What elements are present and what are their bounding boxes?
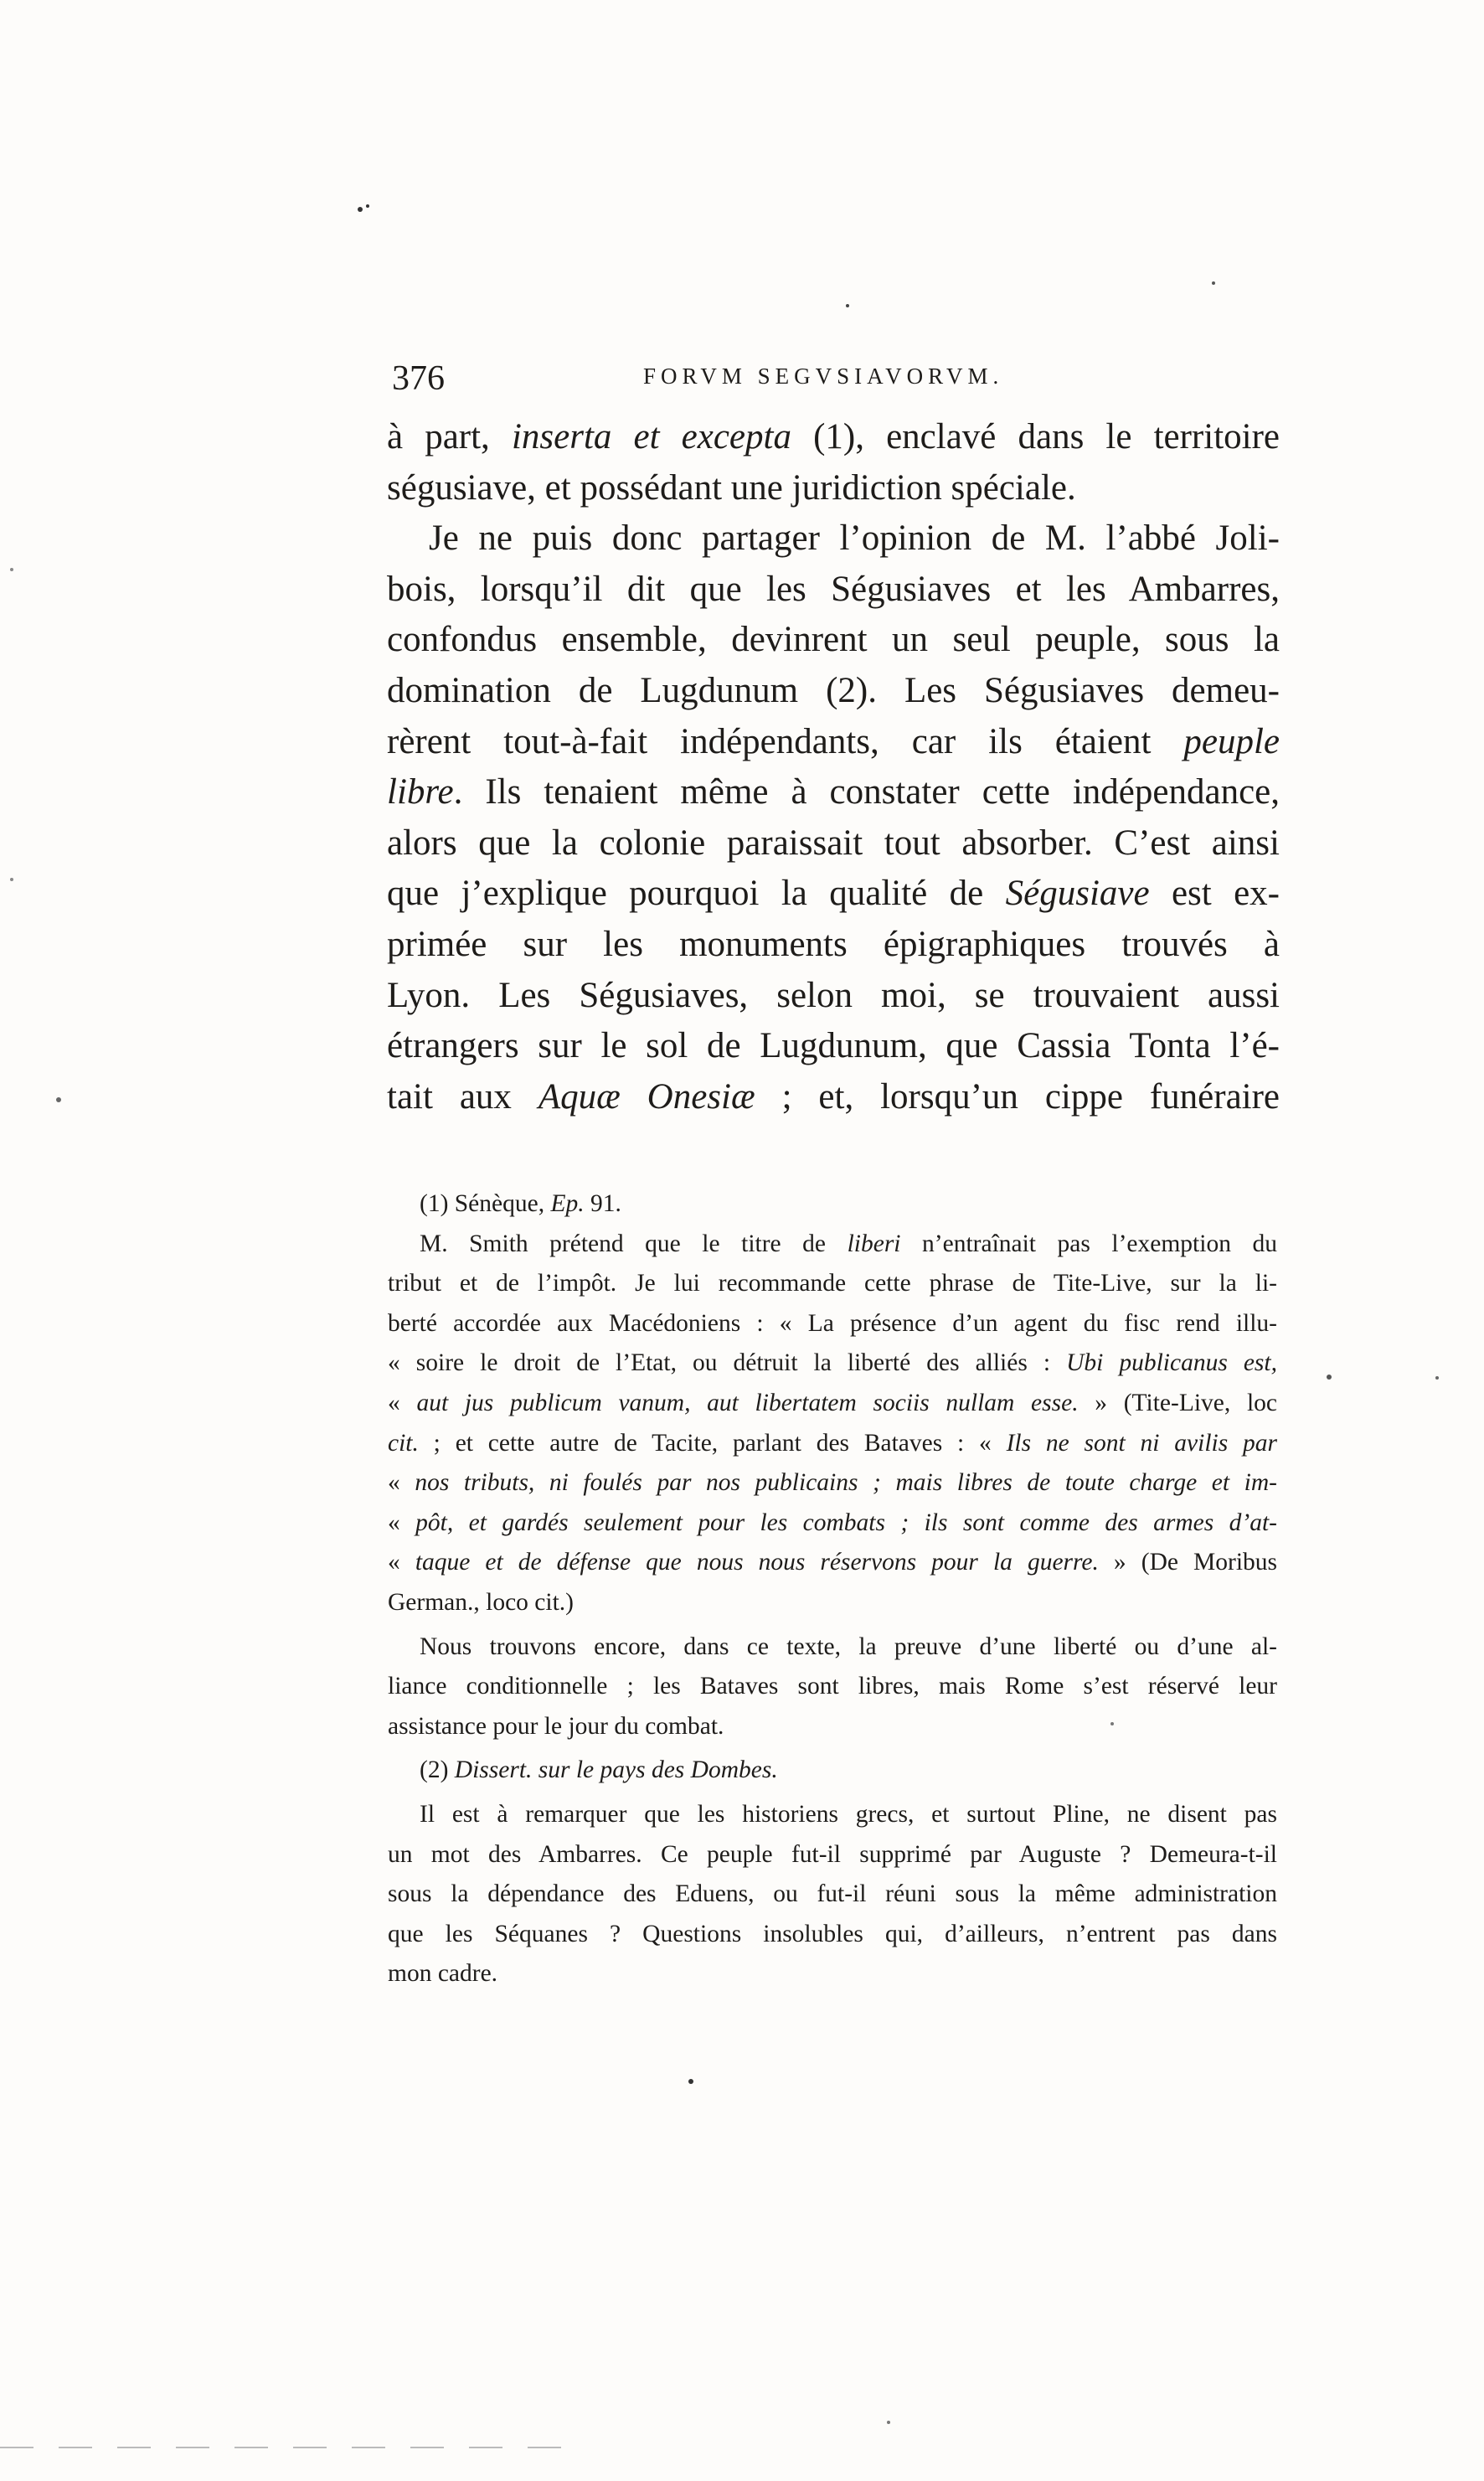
page-header [392, 358, 1280, 400]
text-line: Je ne puis donc partager l’opinion de M. l’abbé Joli- [429, 518, 1280, 559]
footnote-line: berté accordée aux Macédoniens : « La présence d’un agent du fisc rend illu- [388, 1309, 1277, 1337]
footnote-1-head: (1) Sénèque, Ep. 91. [420, 1190, 621, 1217]
main-text [387, 412, 1280, 1122]
footnote-line: liance conditionnelle ; les Bataves sont libres, mais Rome s’est réservé leur [388, 1673, 1277, 1700]
text-line: primée sur les monuments épigraphiques trouvés à [387, 924, 1280, 964]
text-line: alors que la colonie paraissait tout absorber. C’est ainsi [387, 823, 1280, 863]
running-head: FORVM SEGVSIAVORVM. [643, 364, 1004, 389]
footnote-line: Nous trouvons encore, dans ce texte, la preuve d’une liberté ou d’une al- [420, 1633, 1277, 1660]
text-line: libre. Ils tenaient même à constater cette indépendance, [387, 772, 1280, 812]
text-line: Lyon. Les Ségusiaves, selon moi, se trouvaient aussi [387, 975, 1280, 1015]
footnote-line: « nos tributs, ni foulés par nos publicains ; mais libres de toute charge et im- [388, 1469, 1278, 1497]
footnote-line: assistance pour le jour du combat. [388, 1712, 724, 1740]
text-line: tait aux Aquæ Onesiæ ; et, lorsqu’un cippe funéraire [387, 1076, 1280, 1117]
footnote-line: German., loco cit.) [388, 1588, 574, 1616]
footnote-line: tribut et de l’impôt. Je lui recommande cette phrase de Tite-Live, sur la li- [388, 1270, 1277, 1297]
footnote-line: sous la dépendance des Eduens, ou fut-il réuni sous la même administration [388, 1880, 1277, 1908]
footnote-line: « soire le droit de l’Etat, ou détruit la liberté des alliés : Ubi publicanus est, [388, 1349, 1277, 1377]
text-line: rèrent tout-à-fait indépendants, car ils étaient peuple [387, 721, 1280, 761]
footnote-line: cit. ; et cette autre de Tacite, parlant des Bataves : « Ils ne sont ni avilis par [388, 1429, 1278, 1457]
text-line: bois, lorsqu’il dit que les Ségusiaves et les Ambarres, [387, 569, 1280, 609]
text-line: que j’explique pourquoi la qualité de Ségusiave est ex- [387, 874, 1280, 914]
text-line: à part, inserta et excepta (1), enclavé dans le territoire [387, 417, 1280, 456]
footnote-line: « taque et de défense que nous nous réservons pour la guerre. » (De Moribus [388, 1549, 1277, 1576]
footnotes [388, 1184, 1277, 1994]
text-line: ségusiave, et possédant une juridiction spéciale. [387, 467, 1076, 508]
text-line: confondus ensemble, devinrent un seul peuple, sous la [387, 620, 1280, 660]
footnote-2-head: (2) Dissert. sur le pays des Dombes. [420, 1756, 778, 1784]
footnote-line: que les Séquanes ? Questions insolubles qui, d’ailleurs, n’entrent pas dans [388, 1920, 1277, 1947]
text-line: étrangers sur le sol de Lugdunum, que Cassia Tonta l’é- [387, 1026, 1280, 1066]
page-number: 376 [392, 359, 445, 398]
footnote-line: mon cadre. [388, 1960, 498, 1988]
footnote-line: un mot des Ambarres. Ce peuple fut-il supprimé par Auguste ? Demeura-t-il [388, 1840, 1277, 1868]
footnote-line: M. Smith prétend que le titre de liberi n’entraînait pas l’exemption du [420, 1230, 1277, 1257]
footnote-line: « aut jus publicum vanum, aut libertatem sociis nullam esse. » (Tite-Live, loc [388, 1389, 1278, 1416]
text-line: domination de Lugdunum (2). Les Ségusiaves demeu- [387, 670, 1280, 710]
footnote-line: Il est à remarquer que les historiens grecs, et surtout Pline, ne disent pas [420, 1800, 1277, 1828]
footnote-line: « pôt, et gardés seulement pour les combats ; ils sont comme des armes d’at- [388, 1509, 1278, 1536]
